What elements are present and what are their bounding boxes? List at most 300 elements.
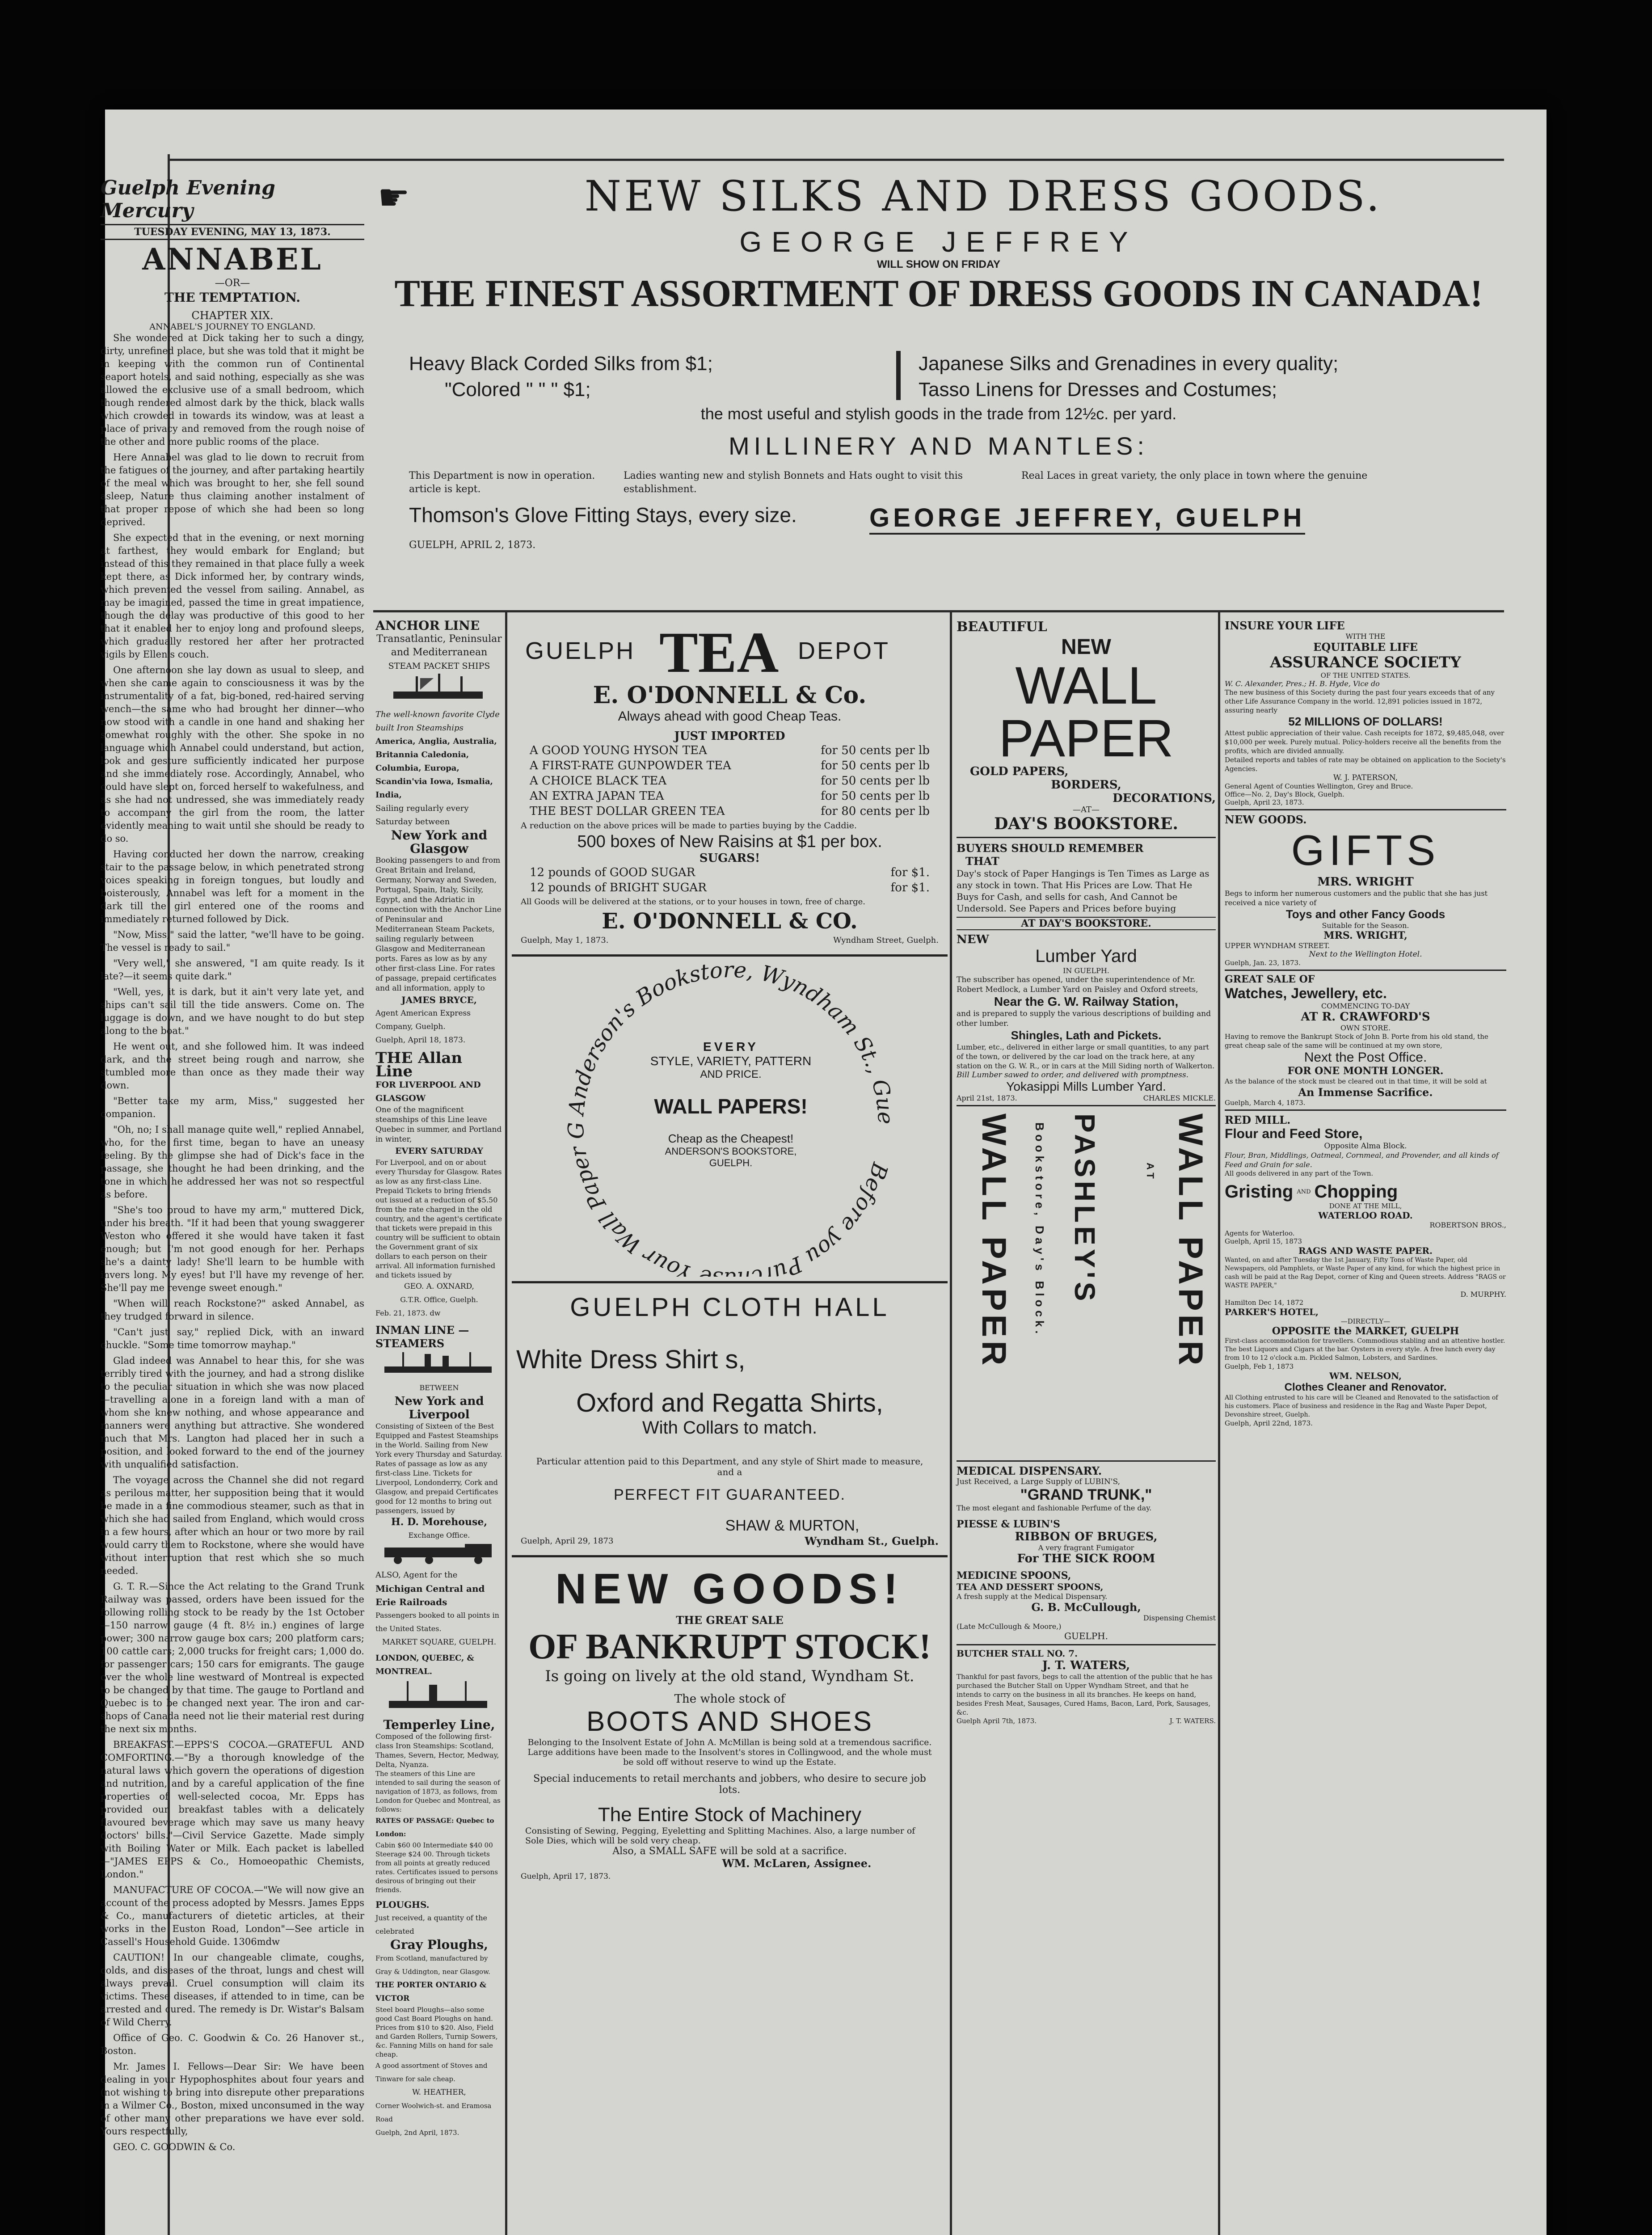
tea-price-list (512, 743, 948, 819)
great-sale: THE GREAT SALE (676, 1614, 784, 1627)
ins-body3: Detailed reports and tables of rate may be obtained on application to the Society's Agencies. (1225, 756, 1506, 773)
spoons: MEDICINE SPOONS, (957, 1570, 1071, 1581)
ribbon-sub: A very fragrant Fumigator (1038, 1543, 1134, 1552)
waters-date-line (957, 1717, 1216, 1725)
price-item: A CHOICE BLACK TEA (530, 774, 667, 788)
column-2-ads (512, 619, 948, 2235)
story-paragraph: G. T. R.—Since the Act relating to the Grand Trunk Railway was passed, orders have been issued for the following rolling stock to be ready by the 1st October—150 narrow gauge (4 ft. 8½ in.) engines of large power; 300 narrow gauge box cars; 200 platform cars; 100 cattle cars; 2,000 trucks for freight cars; 1,000 do. for passenger cars; 150 cars for emigrants. The gauge over the whole line westward of Montreal is expected to be changed by that time. The gauge to Portland and Quebec is to be changed next year. The iron and car-shops of Canada need not lie their material rest during the next six months. (101, 1581, 364, 1734)
price-row (530, 880, 930, 895)
allan-date: Feb. 21, 1873. dw (375, 1309, 441, 1317)
lumber-body: The subscriber has opened, under the superintendence of Mr. Robert Medlock, a Lumber Yard on Paisley and Oxford streets, (957, 975, 1198, 994)
separator (512, 1281, 948, 1283)
whole-stock: The whole stock of (674, 1692, 785, 1706)
sugars-title: SUGARS! (699, 852, 760, 865)
medical: MEDICAL DISPENSARY. (957, 1464, 1102, 1477)
story-paragraph: "Well, yes, it is dark, but it ain't very late yet, and ships can't sail till the tide answers. Come on. The luggage is down, and we have nought to do but step along to the boat." (101, 987, 364, 1036)
price-item: THE BEST DOLLAR GREEN TEA (530, 805, 725, 818)
wright-date: Guelph, Jan. 23, 1873. (1225, 959, 1301, 967)
vertical-bookstore: Bookstore, Day's Block. (1033, 1122, 1046, 1337)
ins-body: The new business of this Society during the past four years exceeds that of any other Life Assurance Company in the world. 12,891 policies issued in 1872, assuring nearly (1225, 688, 1495, 714)
gray-sub: From Scotland, manufactured by Gray & Uddington, near Glasgow. (375, 1954, 490, 1976)
at: —AT— (1072, 805, 1100, 814)
story-paragraph: He went out, and she followed him. It was indeed dark, and the street being rough and narrow, she stumbled more than once as they made their way down. (101, 1041, 364, 1091)
general: General Agent of Counties Wellington, Grey and Bruce. (1225, 782, 1413, 790)
toys: Toys and other Fancy Goods (1285, 907, 1446, 921)
michigan-body: Passengers booked to all points in the United States. (375, 1611, 499, 1633)
suitable: Suitable for the Season. (1322, 921, 1409, 930)
yokasippi: Yokasippi Mills Lumber Yard. (1006, 1080, 1166, 1093)
locomotive-icon (375, 1542, 501, 1564)
most-useful: the most useful and stylish goods in the trade from 12½c. per yard. (700, 405, 1177, 423)
watches: Watches, Jewellery, etc. (1225, 985, 1387, 1001)
robertson: ROBERTSON BROS., (1429, 1221, 1506, 1229)
allan-title: THE Allan Line (375, 1049, 463, 1080)
office: Office—No. 2, Day's Block, Guelph. (1225, 790, 1344, 798)
anchor-favorite: The well-known favorite Clyde built Iron Steamships (375, 710, 500, 733)
buyers: BUYERS SHOULD REMEMBER (957, 842, 1144, 855)
mccullough: G. B. McCullough, (1031, 1601, 1141, 1614)
michigan-also: ALSO, Agent for the (375, 1570, 458, 1580)
sick-room: For THE SICK ROOM (1017, 1552, 1155, 1565)
bill-lumber: Bill Lumber sawed to order, and delivered with promptness. (957, 1071, 1189, 1080)
anchor-date: Guelph, April 18, 1873. (375, 1036, 466, 1045)
heather-date: Guelph, 2nd April, 1873. (375, 2129, 459, 2137)
separator (1225, 1109, 1506, 1111)
story-paragraph: "Oh, no; I shall manage quite well," replied Annabel, who, for the first time, began to have an uneasy feeling. By the glimpse she had of Dick's face in the passage, she thought he had been drinking, and the tone in which he addressed her was not so respectful as before. (101, 1124, 364, 1200)
of-us: OF THE UNITED STATES. (1320, 671, 1411, 679)
anchor-names: America, Anglia, Australia, Britannia Caledonia, Columbia, Europa, Scandin'via Iowa, Ismalia, India, (375, 737, 497, 800)
tea-date: Guelph, May 1, 1873. (521, 936, 609, 945)
murphy-date: Hamilton Dec 14, 1872 (1225, 1299, 1304, 1307)
separator (512, 1555, 948, 1557)
heather-addr: Corner Woolwich-st. and Eramosa Road (375, 2102, 492, 2123)
flour-body: Flour, Bran, Middlings, Oatmeal, Cornmeal, and Provender, and all kinds of Feed and Grain for sale. (1225, 1151, 1499, 1169)
separator (957, 1644, 1216, 1645)
story-paragraph: "She's too proud to have my arm," muttered Dick, under his breath. "If it had been that young swaggerer Weston who offered it she would have taken it fast enough; but I'm not good enough for her. Perhaps she's a dainty lady! She'll learn to be humble with invers long. My eyes! but I'll have my revenge of her. She'll pay me revenge sweet enough." (101, 1205, 364, 1293)
circle-store: ANDERSON'S BOOKSTORE, (665, 1146, 797, 1157)
guelph: GUELPH. (1064, 1631, 1108, 1641)
one-month: FOR ONE MONTH LONGER. (1287, 1065, 1444, 1077)
story-title: ANNABEL (142, 242, 323, 277)
cloth-line2: Oxford and Regatta Shirts, (576, 1388, 883, 1417)
parker-date: Guelph, Feb 1, 1873 (1225, 1362, 1294, 1371)
vertical-wall-paper-2: WALL PAPER (975, 1113, 1013, 1369)
story-column (101, 177, 364, 2156)
story-paragraph: She wondered at Dick taking her to such a dingy, dirty, unrefined place, but she was told that it might be in keeping with the common run of Continental seaport hotels, and said nothing, especially as she was allowed the exclusive use of a small bedroom, which though rendered almost dark by the thick, black walls which crowded in towards its window, was at least a place of privacy and removed from the rough noise of the other and more public rooms of the place. (101, 333, 364, 447)
anchor-title: ANCHOR LINE (375, 618, 480, 633)
silks-left (409, 351, 713, 403)
circle-cheap: Cheap as the Cheapest! (668, 1132, 794, 1145)
price-value: for 50 cents per lb (821, 774, 930, 788)
price-item: 12 pounds of BRIGHT SUGAR (530, 881, 707, 894)
tea-delivery: All Goods will be delivered at the stations, or to your houses in town, free of charge. (521, 897, 866, 907)
column-1-ads (375, 619, 503, 2235)
assignee: WM. McLaren, Assignee. (722, 1857, 872, 1870)
tea-reduction: A reduction on the above prices will be made to parties buying by the Caddie. (521, 821, 857, 831)
circle-style: STYLE, VARIETY, PATTERN (650, 1054, 812, 1068)
cloth-perfect: PERFECT FIT GUARANTEED. (614, 1486, 846, 1503)
assignee-date: Guelph, April 17, 1873. (521, 1872, 611, 1881)
silks-black: Heavy Black Corded Silks from $1; (409, 353, 713, 375)
rags: RAGS AND WASTE PAPER. (1298, 1245, 1433, 1256)
gristing: Gristing (1225, 1182, 1294, 1202)
lumber-date-line (957, 1094, 1216, 1102)
red-mill: RED MILL. (1225, 1113, 1291, 1126)
upper: UPPER WYNDHAM STREET. (1225, 941, 1330, 950)
column-rule (950, 610, 952, 2235)
decorations: DECORATIONS, (1113, 792, 1216, 805)
anchor-ships: STEAM PACKET SHIPS (388, 661, 490, 671)
wright-body: Begs to inform her numerous customers and the public that she has just received a nice variety of (1225, 889, 1488, 907)
mrs-wright: MRS. WRIGHT (1317, 875, 1414, 889)
steamer-icon (375, 1350, 501, 1377)
vertical-at: AT (1145, 1163, 1156, 1182)
circle-price: AND PRICE. (700, 1068, 762, 1080)
cloth-date-line (512, 1535, 948, 1548)
rates-body: Cabin $60 00 Intermediate $40 00 Steerage $24 00. Through tickets from all points at greatly reduced rates. Certificates issued to persons desirous of bringing out their friends. (375, 1841, 498, 1894)
top-rule (168, 159, 1504, 161)
ladies-note: Ladies wanting new and stylish Bonnets and Hats ought to visit this establishment. (624, 470, 963, 495)
allan-every: EVERY SATURDAY (395, 1146, 483, 1156)
story-paragraph: "When will reach Rockstone?" asked Annabel, as they trudged forward in silence. (101, 1298, 364, 1322)
ploughs-title: PLOUGHS. (375, 1899, 430, 1910)
story-paragraph: "Can't just say," replied Dick, with an inward chuckle. "Some time tomorrow mayhap." (101, 1327, 364, 1350)
wall: WALL (1015, 656, 1157, 715)
inman-body: Consisting of Sixteen of the Best Equipped and Fastest Steamships in the World. Sailing from New York every Thursday and Saturday. (375, 1422, 502, 1459)
story-paragraph: GEO. C. GOODWIN & Co. (113, 2142, 236, 2152)
paper: PAPER (999, 709, 1174, 768)
divider (896, 351, 901, 400)
chopping: Chopping (1314, 1182, 1398, 1202)
story-paragraph: Office of Geo. C. Goodwin & Co. 26 Hanover st., Boston. (101, 2033, 364, 2056)
circle-city: GUELPH. (709, 1157, 753, 1168)
japanese-silks: Japanese Silks and Grenadines in every quality; (919, 353, 1339, 375)
medical-body2: The most elegant and fashionable Perfume of the day. (957, 1504, 1152, 1512)
dept-note: This Department is now in operation. article is kept. (409, 470, 595, 495)
price-value: for 50 cents per lb (821, 759, 930, 772)
story-body (101, 332, 364, 2154)
story-paragraph: "Better take my arm, Miss," suggested her companion. (101, 1096, 364, 1119)
crawford-date: Guelph, March 4, 1873. (1225, 1099, 1306, 1107)
small-safe: Also, a SMALL SAFE will be sold at a sacrifice. (612, 1846, 847, 1857)
wright-sig: MRS. WRIGHT, (1323, 930, 1408, 941)
commencing: COMMENCING TO-DAY (1321, 1002, 1410, 1010)
shingles: Shingles, Lath and Pickets. (1011, 1029, 1162, 1042)
in-guelph: IN GUELPH. (1063, 966, 1109, 975)
story-subtitle: THE TEMPTATION. (164, 290, 300, 305)
and: AND (1297, 1189, 1311, 1195)
story-or: —OR— (215, 278, 250, 289)
story-paragraph: BREAKFAST.—EPPS'S COCOA.—GRATEFUL AND COMFORTING.—"By a thorough knowledge of the natural laws which govern the operations of digestion and nutrition, and by a careful application of the fine properties of well-selected cocoa, Mr. Epps has provided our breakfast tables with a delicately flavoured beverage which may save us many heavy doctors' bills."—Civil Service Gazette. Made simply with Boiling Water or Milk. Each packet is labelled—"JAMES EPPS & Co., Homoeopathic Chemists, London." (101, 1739, 364, 1880)
inman-route: New York and Liverpool (394, 1395, 484, 1421)
anchor-route: New York and Glasgow (391, 828, 488, 856)
price-row (530, 758, 930, 773)
vertical-wall-paper-1: WALL PAPER (1172, 1113, 1210, 1369)
allan-agent-sub: G.T.R. Office, Guelph. (400, 1295, 478, 1304)
heather: W. HEATHER, (412, 2088, 466, 2097)
days-bookstore: DAY'S BOOKSTORE. (994, 814, 1178, 833)
price-value: for 50 cents per lb (821, 789, 930, 803)
gristing-row (1225, 1182, 1506, 1202)
ring-top-text: Anderson's Bookstore, Wyndham St., Gue (564, 964, 898, 1125)
gifts: GIFTS (1291, 827, 1440, 874)
sugar-price-list (512, 865, 948, 895)
price-item: 12 pounds of GOOD SUGAR (530, 866, 695, 879)
newspaper-page (101, 110, 1547, 2235)
story-paragraph: "Very well," she answered, "I am quite ready. Is it late?—it seems quite dark." (101, 958, 364, 982)
days-body: Day's stock of Paper Hangings is Ten Times as Large as any stock in town. That His Prices are Low. That He Buys for Cash, and sells for cash, And Cannot be Undersold. See Papers and Prices before buying (957, 868, 1210, 914)
waters-date: Guelph April 7th, 1873. (957, 1717, 1037, 1725)
next-post: Next the Post Office. (1304, 1050, 1427, 1065)
tea-spoons: TEA AND DESSERT SPOONS, (957, 1581, 1104, 1592)
pashley-vertical-ad (957, 1109, 1216, 1458)
circle-every: EVERY (703, 1040, 759, 1054)
beautiful: BEAUTIFUL (957, 619, 1047, 635)
paterson: W. J. PATERSON, (1333, 773, 1398, 782)
robertson-date: Guelph, April 15, 1873 (1225, 1237, 1302, 1245)
price-row (530, 743, 930, 758)
medical-body: Just Received, a Large Supply of LUBIN'S, (957, 1477, 1121, 1486)
story-paragraph: Having conducted her down the narrow, creaking stair to the passage below, in which penetrated strong voices speaking in foreign tongues, but loudly and boisterously, Annabel was left for a moment in the dark till the girl entered one of the rooms and immediately returned followed by Dick. (101, 849, 364, 924)
lumber-date: April 21st, 1873. (957, 1094, 1017, 1102)
nelson-date: Guelph, April 22nd, 1873. (1225, 1419, 1313, 1427)
chapter-head: ANNABEL'S JOURNEY TO ENGLAND. (149, 322, 316, 332)
porter-note: A good assortment of Stoves and Tinware for sale cheap. (375, 2062, 488, 2083)
officers: W. C. Alexander, Pres.; H. B. Hyde, Vice do (1225, 679, 1380, 688)
column-rule (505, 610, 507, 2235)
delivered: All goods delivered in any part of the Town. (1225, 1169, 1374, 1177)
ribbon: RIBBON OF BRUGES, (1015, 1530, 1158, 1543)
allan-body2: For Liverpool, and on or about every Thursday for Glasgow. Rates as low as any first-class Line. Prepaid Tickets to bring friends out issued at a reduction of $5.50 from the rate charged in the old country, and the agent's certificate that tickets were prepaid in this country will be sufficient to obtain the Government grant of six dollars to each person on their arrival. All information furnished and tickets issued by (375, 1158, 502, 1279)
nelson-body: All Clothing entrusted to his care will be Cleaned and Renovated to the satisfaction of his customers. Place of business and residence in the Rag and Waste Paper Depot, Devonshire street, Guelph. (1225, 1394, 1498, 1418)
crawford: AT R. CRAWFORD'S (1301, 1010, 1430, 1024)
jeffrey-dress-goods-ad (373, 172, 1504, 606)
laces-note: Real Laces in great variety, the only place in town where the genuine (1021, 470, 1368, 481)
rates-title: RATES OF PASSAGE: Quebec to London: (375, 1817, 494, 1838)
crawford-body: Having to remove the Bankrupt Stock of John B. Porte from his old stand, the great cheap sale of the same will be continued at my own store, (1225, 1033, 1488, 1050)
late: (Late McCullough & Moore,) (957, 1622, 1062, 1631)
merchant-name: GEORGE JEFFREY (739, 226, 1138, 258)
inman-rates: Rates of passage as low as any first-class Line. Tickets for Liverpool, Londonderry, Cork and Glasgow, and prepaid Certificates good for 12 months to bring out passengers, issued by (375, 1459, 498, 1515)
inman-agent: H. D. Morehouse, (391, 1516, 488, 1528)
anchor-agent: JAMES BRYCE, (401, 995, 477, 1005)
assurance: ASSURANCE SOCIETY (1270, 654, 1461, 671)
stays: Thomson's Glove Fitting Stays, every size. (409, 503, 797, 527)
next-to: Next to the Wellington Hotel. (1309, 950, 1422, 959)
tea-big: TEA (659, 620, 779, 685)
waters: J. T. WATERS, (1042, 1659, 1130, 1672)
flour: Flour and Feed Store, (1225, 1126, 1363, 1141)
story-paragraph: Mr. James I. Fellows—Dear Sir: We have been dealing in your Hypophosphites about four years and (not wishing to bring into disrepute other preparations in a Wilmer Co., Boston, mixed unconsumed in the way of other many other preparations we have ever sold. Yours respectfully, (101, 2061, 364, 2137)
ring-bot-text: Before you Pur Your Wall Paper G (563, 1121, 893, 1277)
cloth-owners: SHAW & MURTON, (725, 1517, 860, 1534)
price-row (530, 804, 930, 819)
directly: —DIRECTLY— (1340, 1317, 1391, 1325)
story-paragraph: CAUTION! In our changeable climate, coughs, colds, and diseases of the throat, lungs and chest will always prevail. Cruel consumption will claim its victims. These diseases, if attended to in time, can be arrested and cured. The remedy is Dr. Wistar's Balsam of Wild Cherry. (101, 1952, 364, 2028)
tea-left: GUELPH (525, 637, 636, 664)
new-goods-heading: NEW GOODS! (555, 1565, 904, 1613)
butcher: BUTCHER STALL NO. 7. (957, 1648, 1078, 1659)
tea-imported: JUST IMPORTED (674, 730, 785, 743)
rags-body: Wanted, on and after Tuesday the 1st January, Fifty Tons of Waste Paper, old Newspapers, old Pamphlets, or Waste Paper of any kind, for which the highest price in cash will be paid at the Rag Depot, corner of King and Queen streets. Address "RAGS or WASTE PAPER," (1225, 1257, 1506, 1289)
tasso-linens: Tasso Linens for Dresses and Costumes; (919, 379, 1277, 401)
price-value: for $1. (890, 881, 930, 894)
porter: THE PORTER ONTARIO & VICTOR (375, 1981, 487, 2003)
anchor-body: Booking passengers to and from Great Britain and Ireland, Germany, Norway and Sweden, Portugal, Spain, Italy, Sicily, Egypt, and the Adriatic in connection with the Anchor Line of Peninsular and Mediterranean Steam Packets, sailing regularly between Glasgow and Mediterranean ports. Fares as low as by any other first-class Line. For rates of passage, prepaid certificates and all information, apply to (375, 856, 502, 993)
bankrupt-stock: OF BANKRUPT STOCK! (528, 1627, 931, 1666)
lumber: Lumber Yard (1035, 946, 1137, 966)
raisins: 500 boxes of New Raisins at $1 per box. (577, 832, 882, 851)
opposite-market: OPPOSITE the MARKET, GUELPH (1272, 1325, 1459, 1337)
cloth-title: GUELPH CLOTH HALL (570, 1293, 889, 1322)
separator (1225, 809, 1506, 810)
new: NEW (1061, 635, 1111, 659)
jeffrey-date: GUELPH, APRIL 2, 1873. (409, 540, 536, 551)
story-paragraph: MANUFACTURE OF COCOA.—"We will now give an account of the process adopted by Messrs. James Epps & Co., manufacturers of dietetic articles, at their works in the Euston Road, London"—See article in Cassell's Household Guide. 1306mdw (101, 1885, 364, 1947)
story-paragraph: One afternoon she lay down as usual to sleep, and when she came again to consciousness it was by the instrumentality of a fat, big-boned, red-haired serving wench—the same who had brought her dinner—who now stood with a candle in one hand and shaking her somewhat roughly with the other. She spoke in no language which Annabel could understand, but action, look and gesture sufficiently indicated her purpose and she immediately rose. Accordingly, Annabel, who could have slept on, forced herself to wakefulness, and as she had not undressed, she was immediately ready to accompany the girl from the room, the latter evidently meaning to wait until she should be ready to do so. (101, 665, 364, 844)
vertical-pashleys: PASHLEY'S (1069, 1113, 1101, 1305)
mickle: CHARLES MICKLE. (1143, 1094, 1216, 1102)
silks-colored: "Colored " " " $1; (445, 379, 591, 401)
cloth-addr: Wyndham St., Guelph. (805, 1535, 939, 1548)
price-row (530, 789, 930, 804)
story-paragraph: She expected that in the evening, or next morning at farthest, they would embark for England; but instead of this they remained in that place fully a week kept there, as Dick informed her, by contrary winds, which prevented the vessel from sailing. Annabel, as may be imagined, passed the time in great impatience, though the delay was productive of this good to her that it enabled her to enjoy long and profound sleeps, which gradually restored her after her protracted vigils by Ellen's couch. (101, 532, 364, 660)
chapter-number: CHAPTER XIX. (191, 309, 274, 322)
lumber-body2: and is prepared to supply the various descriptions of building and other lumber. (957, 1009, 1211, 1028)
ad-separator (373, 610, 1504, 612)
cloth-line3: With Collars to match. (642, 1418, 818, 1438)
tea-date-line (512, 934, 948, 947)
belonging: Belonging to the Insolvent Estate of John A. McMillan is being sold at a tremendous sacrifice. Large additions have been made to the Insolvent's stores in Collingwood, and the whole must be sold off without reserve to wind up the Estate. (527, 1737, 932, 1767)
at-days: AT DAY'S BOOKSTORE. (957, 917, 1216, 930)
allan-body: One of the magnificent steamships of this Line leave Quebec in summer, and Portland in winter, (375, 1105, 502, 1144)
temperley-body: Composed of the following first-class Iron Steamships: Scotland, Thames, Severn, Hector, Medway, Delta, Nyanza. (375, 1732, 499, 1769)
waterloo: WATERLOO ROAD. (1318, 1210, 1413, 1221)
balance: As the balance of the stock must be cleared out in that time, it will be sold at (1225, 1077, 1487, 1085)
inman-agent-sub: Exchange Office. (408, 1531, 470, 1539)
michigan-title: Michigan Central and Erie Railroads (375, 1583, 485, 1607)
anchor-agent-sub: Agent American Express Company, Guelph. (375, 1009, 471, 1031)
story-paragraph: The voyage across the Channel she did not regard as perilous matter, her supposition being that it would be made in a fine commodious steamer, such as that in which she had sailed from England, which would cross in a few hours, after which an hour or two more by rail would carry them to Rockstone, where she would have without interruption that rest which she so much needed. (101, 1475, 364, 1576)
circle-center (615, 1040, 847, 1169)
done: DONE AT THE MILL, (1329, 1202, 1402, 1210)
allan-route: FOR LIVERPOOL AND GLASGOW (375, 1080, 481, 1103)
price-item: A FIRST-RATE GUNPOWDER TEA (530, 759, 731, 772)
story-paragraph: Glad indeed was Annabel to hear this, for she was terribly tired with the journey, and had a strong dislike to the peculiar situation in which she was now placed—travelling alone in a foreign land with a man of whom she knew nothing, and whose appearance and manners were anything but attractive. She wondered much that Mrs. Langton had placed her in such a position, and looked forward to the end of the journey with unqualified satisfaction. (101, 1355, 364, 1470)
price-value: for 50 cents per lb (821, 744, 930, 757)
machinery-body: Consisting of Sewing, Pegging, Eyeletting and Splitting Machines. Also, a large number of Sole Dies, which will be sold very cheap. (525, 1826, 915, 1846)
millions: 52 MILLIONS OF DOLLARS! (1288, 715, 1443, 728)
footer-merchant: GEORGE JEFFREY, GUELPH (869, 503, 1305, 535)
chemist: Dispensing Chemist (1143, 1614, 1216, 1622)
silks-right (919, 351, 1338, 403)
nelson: WM. NELSON, (1329, 1371, 1402, 1381)
millinery-heading: MILLINERY AND MANTLES: (729, 432, 1149, 460)
circle-wall: WALL PAPERS! (654, 1095, 808, 1118)
lumber-body3: Lumber, etc., delivered in either large or small quantities, to any part of the town, or delivered by the car load on the track here, at any station on the G. W. R., or in cars at the Mill Siding north of Walkerton. (957, 1043, 1215, 1070)
machinery: The Entire Stock of Machinery (598, 1804, 862, 1826)
inman-between: BETWEEN (419, 1383, 459, 1392)
anderson-circle-ad (512, 964, 948, 1277)
with: WITH THE (1345, 632, 1386, 641)
price-row (530, 865, 930, 880)
allan-agent: GEO. A. OXNARD, (404, 1282, 474, 1291)
ad-headline: NEW SILKS AND DRESS GOODS. (584, 172, 1382, 221)
cloth-attention: Particular attention paid to this Department, and any style of Shirt made to measure, and a (536, 1456, 923, 1477)
gold: GOLD PAPERS, (970, 765, 1069, 778)
great-sale: GREAT SALE OF (1225, 974, 1315, 985)
story-paragraph: "Now, Miss," said the latter, "we'll have to be going. The vessel is ready to sail." (101, 929, 364, 953)
special: Special inducements to retail merchants and jobbers, who desire to secure job lots. (533, 1773, 926, 1796)
tea-footer: E. O'DONNELL & CO. (602, 909, 858, 934)
new-goods: NEW GOODS. (1225, 813, 1307, 826)
story-paragraph: Here Annabel was glad to lie down to recruit from the fatigues of the journey, and after partaking heartily of the meal which was brought to her, she fell sound asleep, Nature thus claiming another instalment of that proper repose of which she had been so long deprived. (101, 452, 364, 527)
tea-tag: Always ahead with good Cheap Teas. (618, 709, 842, 724)
spoons-note: A fresh supply at the Medical Dispensary. (957, 1592, 1108, 1601)
tea-header (512, 619, 948, 685)
parker: PARKER'S HOTEL, (1225, 1307, 1319, 1317)
inman-title: INMAN LINE — STEAMERS (375, 1324, 469, 1350)
pointing-hand-icon: ☛ (378, 177, 410, 218)
cloth-date: Guelph, April 29, 1873 (521, 1536, 614, 1546)
column-4-ads (1225, 619, 1506, 2235)
waters-body: Thankful for past favors, begs to call the attention of the public that he has purchased the Butcher Stall on Upper Wyndham Street, and that he intends to carry on the business in all its branches. He keeps on hand, besides Fresh Meat, Sausages, Cured Hams, Bacon, Lard, Pork, Sausages, &c. (957, 1673, 1213, 1716)
ploughs-body: Just received, a quantity of the celebrated (375, 1914, 487, 1936)
temperley: Temperley Line, (383, 1717, 495, 1732)
insure: INSURE YOUR LIFE (1225, 619, 1345, 632)
gray-ploughs: Gray Ploughs, (390, 1937, 488, 1952)
anchor-sailing: Sailing regularly every Saturday between (375, 804, 469, 827)
separator (957, 837, 1216, 838)
london-title: LONDON, QUEBEC, & MONTREAL. (375, 1653, 474, 1676)
opposite: Opposite Alma Block. (1324, 1142, 1407, 1151)
sacrifice: An Immense Sacrifice. (1298, 1086, 1433, 1099)
masthead-title: Guelph Evening Mercury (101, 177, 275, 222)
masthead-dateline: TUESDAY EVENING, MAY 13, 1873. (101, 224, 364, 240)
will-show: WILL SHOW ON FRIDAY (877, 258, 1000, 270)
price-row (530, 773, 930, 789)
price-item: A GOOD YOUNG HYSON TEA (530, 744, 707, 757)
steamship-icon (375, 1678, 501, 1714)
porter-body: Steel board Ploughs—also some good Cast Board Ploughs on hand. Prices from $10 to $20. Also, Field and Garden Rollers, Turnip Sowers, &c. Fanning Mills on hand for sale cheap. (375, 2006, 498, 2058)
separator (1225, 970, 1506, 971)
temperley-body2: The steamers of this Line are intended to sail during the season of navigation of 1873, as follows, from London for Quebec and Montreal, as follows: (375, 1770, 501, 1813)
price-value: for $1. (890, 866, 930, 879)
cleaner: Clothes Cleaner and Renovator. (1284, 1381, 1447, 1393)
price-item: AN EXTRA JAPAN TEA (530, 789, 664, 803)
cloth-line1: White Dress Shirt s, (516, 1345, 746, 1374)
anchor-sub: Transatlantic, Peninsular and Mediterranean (376, 633, 502, 658)
column-3-ads (957, 619, 1216, 2235)
equitable: EQUITABLE LIFE (1313, 641, 1418, 654)
agents: Agents for Waterloo. (1225, 1229, 1295, 1237)
separator (957, 1460, 1216, 1462)
boots-shoes: BOOTS AND SHOES (586, 1706, 873, 1737)
going-on: Is going on lively at the old stand, Wyndham St. (545, 1667, 914, 1685)
ship-icon (375, 673, 501, 704)
separator (512, 954, 948, 957)
piesse: PIESSE & LUBIN'S (957, 1518, 1060, 1530)
column-rule (1218, 610, 1220, 2235)
waters-sig: J. T. WATERS. (1169, 1717, 1216, 1725)
separator (957, 1105, 1216, 1106)
ins-body2: Attest public appreciation of their value. Cash receipts for 1872, $9,485,048, over $10,000 per week. Purely mutual. Policy-holders receive all the benefits from the profits, which are divided annually. (1225, 729, 1504, 755)
grand-trunk: "GRAND TRUNK," (1020, 1486, 1152, 1503)
tea-right: DEPOT (798, 637, 890, 664)
borders: BORDERS, (1051, 778, 1121, 792)
tea-owner: E. O'DONNELL & Co. (593, 682, 867, 709)
murphy: D. MURPHY. (1460, 1290, 1506, 1299)
